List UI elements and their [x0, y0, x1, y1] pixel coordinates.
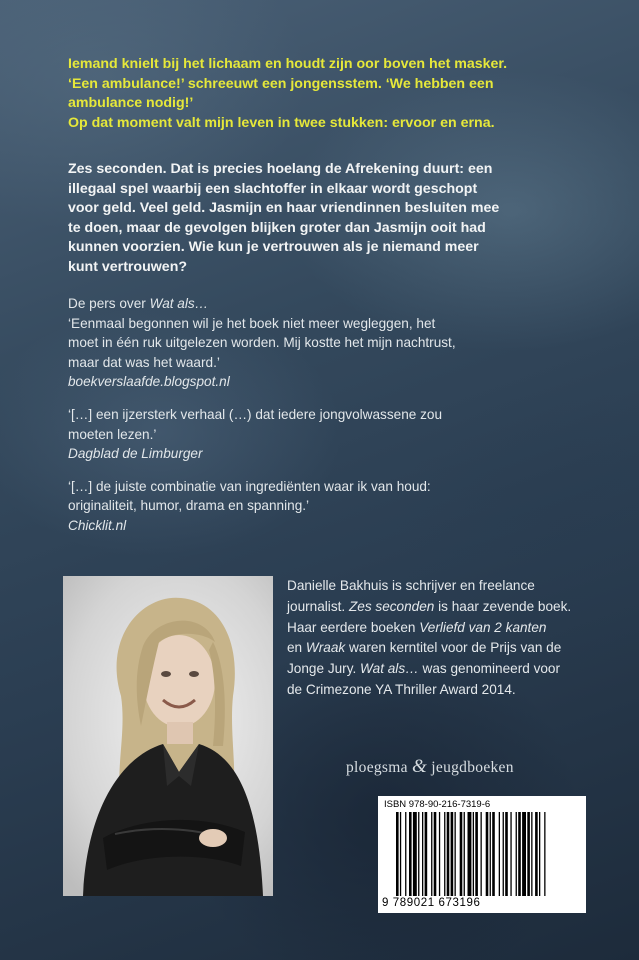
review-line: moeten lezen.’ — [68, 426, 157, 442]
excerpt-line: Op dat moment valt mijn leven in twee stukken: ervoor en erna. — [68, 114, 495, 131]
bio-text: is haar zevende boek. — [434, 598, 572, 614]
bio-book-title: Verliefd van 2 kanten — [419, 619, 547, 635]
blurb-line: te doen, maar de gevolgen blijken groter dan Jasmijn ooit had — [68, 219, 486, 236]
excerpt-line: ‘Een ambulance!’ schreeuwt een jongensstem. ‘We hebben een — [68, 75, 494, 92]
publisher-ampersand: & — [412, 756, 428, 777]
review-block — [68, 477, 628, 536]
blurb-line: Zes seconden. Dat is precies hoelang de Afrekening duurt: een — [68, 161, 493, 177]
bio-line — [287, 659, 637, 680]
review-line: ‘Eenmaal begonnen wil je het boek niet meer wegleggen, het — [68, 315, 436, 331]
bio-text: journalist. — [287, 598, 349, 614]
blurb-line: kunt vertrouwen? — [68, 258, 188, 275]
bio-text: Jonge Jury. — [287, 661, 361, 677]
blurb-line: voor geld. Veel geld. Jasmijn en haar vriendinnen besluiten mee — [68, 200, 500, 217]
blurb — [68, 160, 618, 278]
bio-text: waren kerntitel voor de Prijs van de — [345, 640, 562, 656]
bio-line: Danielle Bakhuis is schrijver en freelance — [287, 578, 535, 593]
bio-text: en — [287, 640, 306, 656]
bio-line — [287, 638, 637, 659]
blurb-line: illegaal spel waarbij een slachtoffer in elkaar wordt geschopt — [68, 180, 478, 197]
bio-text: Haar eerdere boeken — [287, 619, 420, 635]
review-source: Chicklit.nl — [68, 517, 127, 533]
blurb-line: kunnen voorzien. Wie kun je vertrouwen als je niemand meer — [68, 239, 479, 256]
press-intro-title: Wat als… — [149, 296, 209, 311]
bio-line — [287, 597, 637, 618]
author-portrait-icon — [63, 576, 273, 896]
bio-text: was genomineerd voor — [418, 661, 561, 677]
bio-line — [287, 618, 637, 639]
excerpt — [68, 55, 613, 133]
publisher-logo — [346, 756, 514, 778]
review-line: ‘[…] de juiste combinatie van ingrediënten waar ik van houd: — [68, 478, 431, 494]
excerpt-line: ambulance nodig!’ — [68, 95, 194, 112]
bio-line: de Crimezone YA Thriller Award 2014. — [287, 681, 516, 697]
publisher-imprint: jeugdboeken — [431, 759, 514, 776]
isbn-label: ISBN 978-90-216-7319-6 — [384, 799, 491, 810]
review-line: originaliteit, humor, drama en spanning.’ — [68, 498, 310, 514]
bio-book-title: Zes seconden — [348, 598, 435, 614]
author-bio — [287, 576, 637, 701]
press-intro — [68, 294, 628, 314]
press-reviews — [68, 294, 628, 549]
review-line: ‘[…] een ijzersterk verhaal (…) dat iedere jongvolwassene zou — [68, 406, 443, 422]
review-block — [68, 294, 628, 392]
review-source: Dagblad de Limburger — [68, 446, 203, 462]
review-line: maar dat was het waard.’ — [68, 354, 220, 370]
review-line: moet in één ruk uitgelezen worden. Mij kostte het mijn nachtrust, — [68, 335, 456, 351]
barcode-bars-icon — [396, 812, 582, 896]
barcode-digits: 9 789021 673196 — [382, 897, 481, 909]
barcode — [378, 796, 586, 913]
bio-book-title: Wat als… — [360, 661, 419, 677]
press-intro-text: De pers over — [68, 296, 150, 311]
author-photo — [63, 576, 273, 896]
review-block — [68, 405, 628, 464]
bio-book-title: Wraak — [305, 640, 346, 656]
publisher-name: ploegsma — [346, 759, 408, 776]
excerpt-line: Iemand knielt bij het lichaam en houdt zijn oor boven het masker. — [68, 56, 508, 72]
review-source: boekverslaafde.blogspot.nl — [68, 374, 230, 390]
